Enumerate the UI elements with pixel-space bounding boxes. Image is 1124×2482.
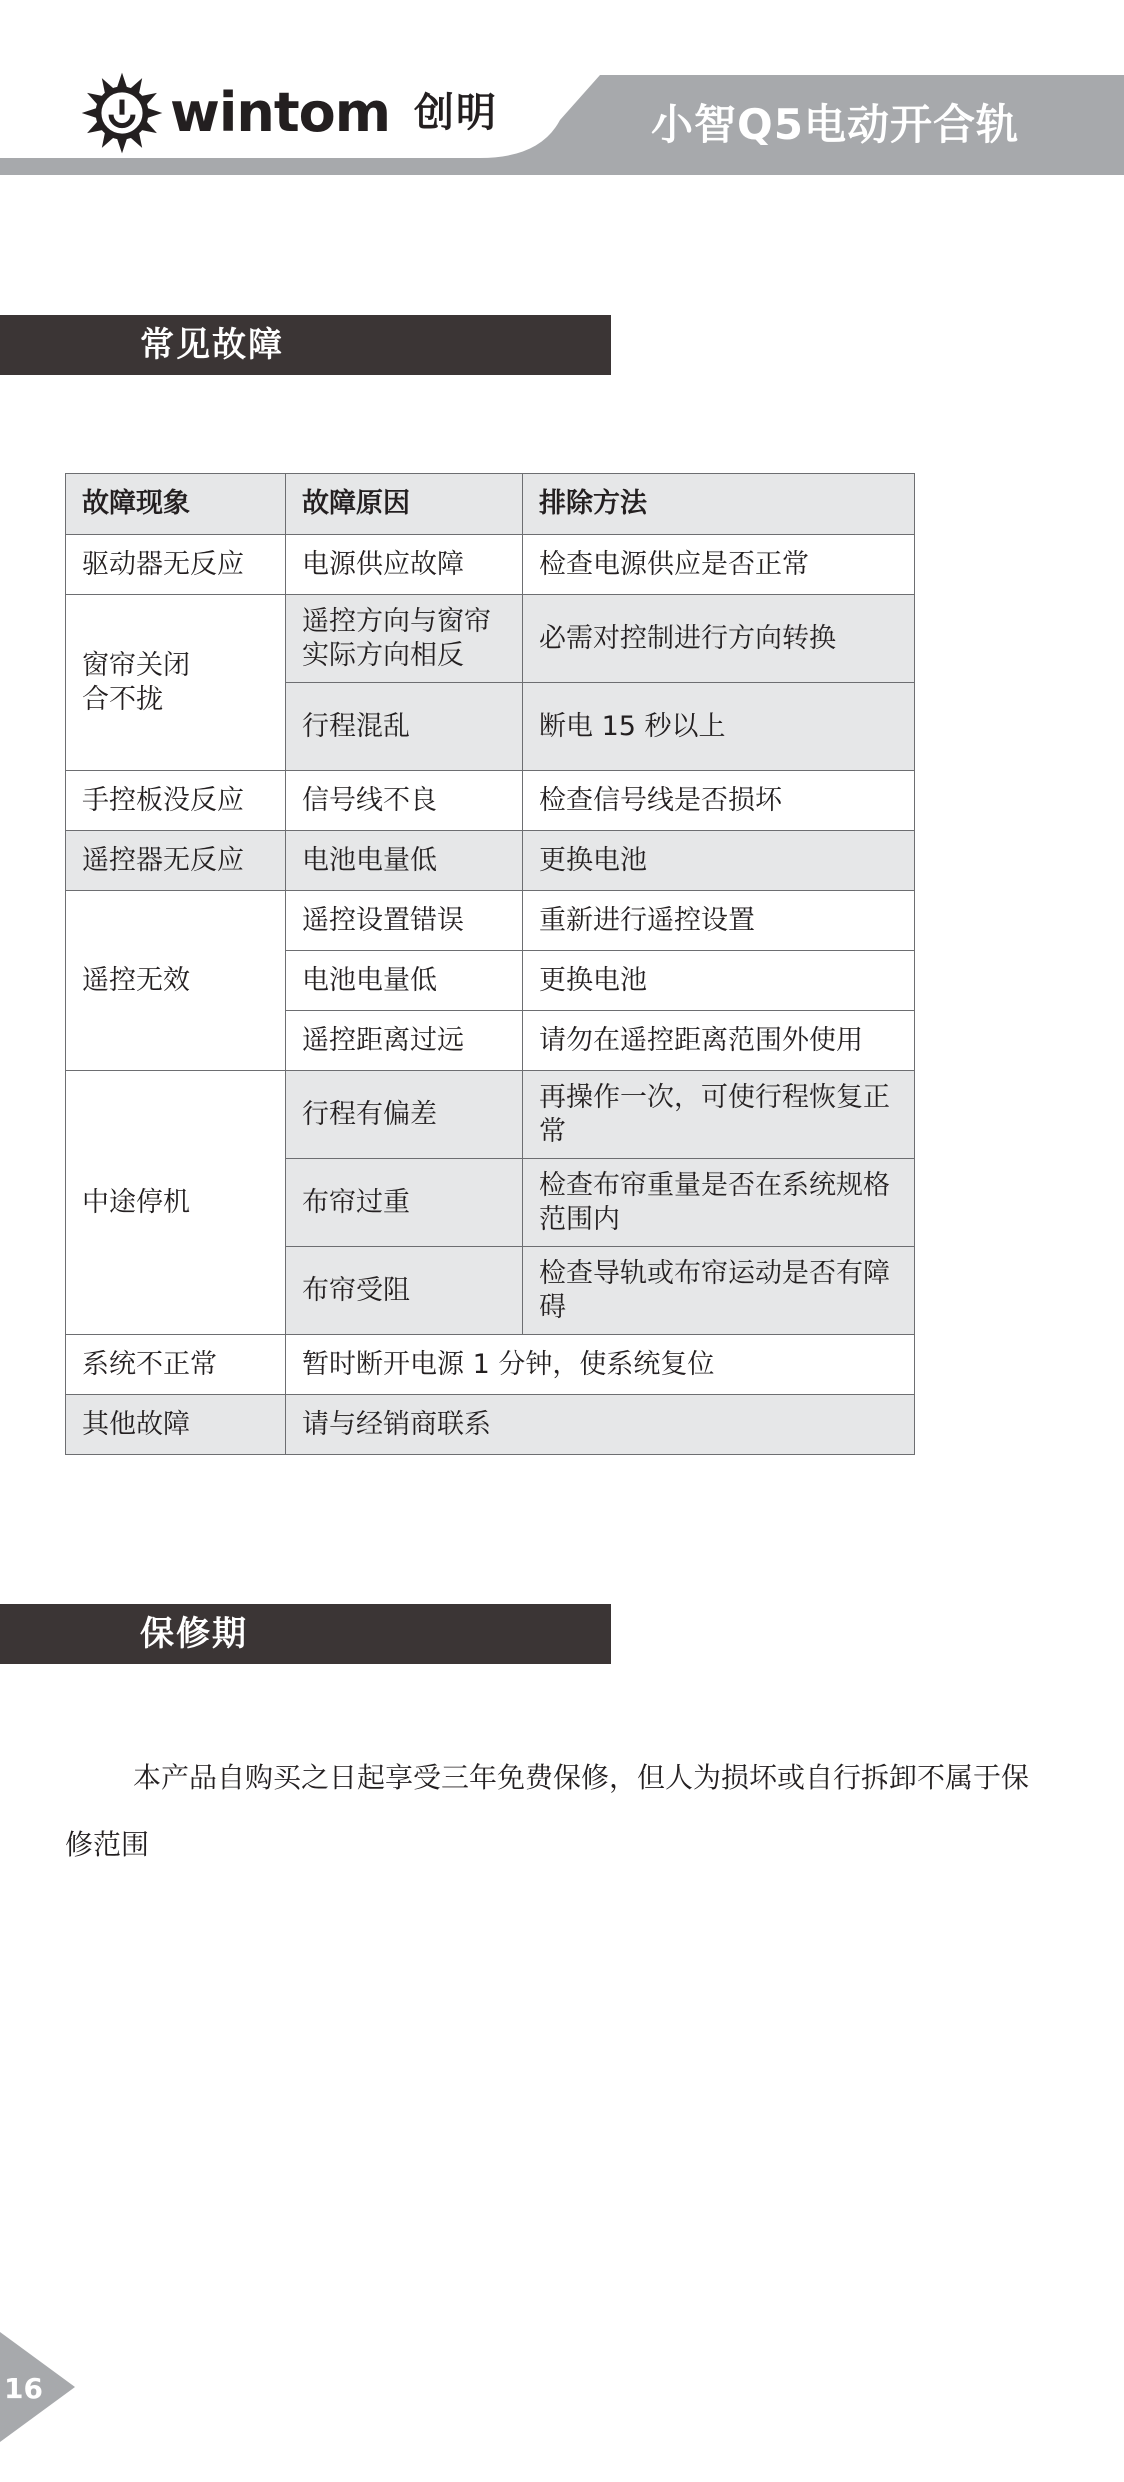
fix-cell: 检查布帘重量是否在系统规格范围内	[523, 1159, 915, 1247]
page-number: 16	[4, 2372, 43, 2405]
fix-cell: 必需对控制进行方向转换	[523, 595, 915, 683]
header-fix: 排除方法	[523, 474, 915, 535]
table-row	[66, 891, 915, 951]
cause-cell: 电源供应故障	[286, 535, 523, 595]
fix-cell: 检查导轨或布帘运动是否有障碍	[523, 1247, 915, 1335]
fix-cell: 重新进行遥控设置	[523, 891, 915, 951]
brand-logo	[80, 68, 498, 158]
table-row	[66, 1335, 915, 1395]
warranty-section-bar	[0, 1604, 611, 1664]
logo-wordmark: wintom	[170, 81, 391, 144]
faults-section-title: 常见故障	[140, 325, 284, 365]
page-header	[0, 0, 1124, 180]
table-row	[66, 771, 915, 831]
table-row	[66, 1395, 915, 1455]
fix-cell: 检查信号线是否损坏	[523, 771, 915, 831]
cause-cell: 布帘过重	[286, 1159, 523, 1247]
fix-cell: 断电 15 秒以上	[523, 683, 915, 771]
fix-cell: 再操作一次，可使行程恢复正常	[523, 1071, 915, 1159]
symptom-cell: 手控板没反应	[66, 771, 286, 831]
symptom-cell: 遥控器无反应	[66, 831, 286, 891]
symptom-cell: 驱动器无反应	[66, 535, 286, 595]
symptom-cell: 系统不正常	[66, 1335, 286, 1395]
header-cause: 故障原因	[286, 474, 523, 535]
cause-cell: 布帘受阻	[286, 1247, 523, 1335]
cause-cell: 遥控设置错误	[286, 891, 523, 951]
warranty-section-title: 保修期	[140, 1614, 248, 1654]
cause-cell: 电池电量低	[286, 951, 523, 1011]
merged-cell: 暂时断开电源 1 分钟，使系统复位	[286, 1335, 915, 1395]
symptom-text: 窗帘关闭合不拢	[82, 649, 190, 715]
logo-chinese-name: 创明	[414, 90, 499, 136]
warranty-paragraph: 本产品自购买之日起享受三年免费保修，但人为损坏或自行拆卸不属于保修范围	[65, 1761, 1030, 1861]
fix-cell: 更换电池	[523, 831, 915, 891]
faults-section-bar	[0, 315, 611, 375]
symptom-cell: 其他故障	[66, 1395, 286, 1455]
fix-cell: 检查电源供应是否正常	[523, 535, 915, 595]
sun-logo-icon	[80, 71, 164, 155]
header-symptom: 故障现象	[66, 474, 286, 535]
symptom-cell	[66, 595, 286, 771]
table-row	[66, 1071, 915, 1159]
cause-cell: 遥控距离过远	[286, 1011, 523, 1071]
table-header-row	[66, 474, 915, 535]
table-row	[66, 831, 915, 891]
cause-cell: 电池电量低	[286, 831, 523, 891]
table-row	[66, 535, 915, 595]
faults-table	[65, 473, 915, 1455]
cause-cell: 信号线不良	[286, 771, 523, 831]
cause-cell: 行程混乱	[286, 683, 523, 771]
fix-cell: 更换电池	[523, 951, 915, 1011]
cause-cell: 遥控方向与窗帘实际方向相反	[286, 595, 523, 683]
symptom-cell: 中途停机	[66, 1071, 286, 1335]
symptom-cell: 遥控无效	[66, 891, 286, 1071]
cause-cell: 行程有偏差	[286, 1071, 523, 1159]
document-title: 小智Q5电动开合轨	[651, 100, 1019, 149]
merged-cell: 请与经销商联系	[286, 1395, 915, 1455]
table-row	[66, 595, 915, 683]
fix-cell: 请勿在遥控距离范围外使用	[523, 1011, 915, 1071]
